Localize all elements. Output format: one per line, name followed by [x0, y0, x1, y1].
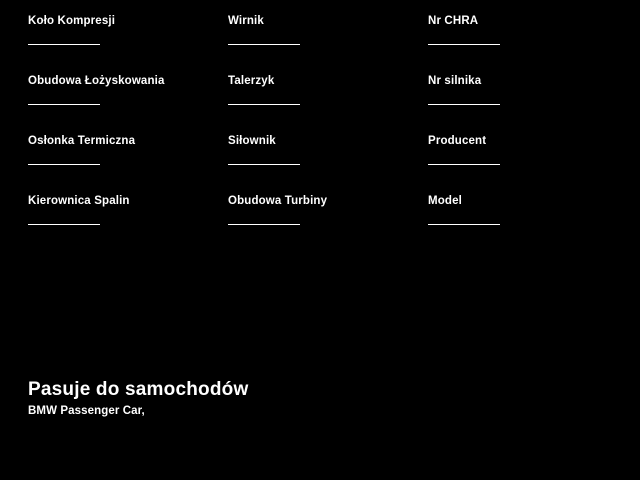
spec-item-wirnik	[228, 14, 428, 74]
spec-label: Siłownik	[228, 135, 276, 147]
fits-vehicles-title: Pasuje do samochodów	[28, 379, 249, 400]
spec-item-silownik	[228, 134, 428, 194]
spec-item-kierownica-spalin	[28, 194, 228, 254]
spec-item-nr-silnika	[428, 74, 608, 134]
spec-item-model	[428, 194, 608, 254]
spec-label: Osłonka Termiczna	[28, 135, 136, 147]
specification-grid	[28, 14, 608, 254]
spec-item-obudowa-turbiny	[228, 194, 428, 254]
spec-label: Obudowa Turbiny	[228, 195, 328, 207]
spec-underline	[228, 104, 300, 105]
spec-underline	[428, 104, 500, 105]
spec-label: Wirnik	[228, 15, 264, 27]
spec-underline	[28, 164, 100, 165]
spec-label: Nr CHRA	[428, 15, 479, 27]
spec-label: Obudowa Łożyskowania	[28, 75, 165, 87]
spec-label: Model	[428, 195, 462, 207]
spec-item-producent	[428, 134, 608, 194]
spec-item-obudowa-lozyskowania	[28, 74, 228, 134]
spec-label: Koło Kompresji	[28, 15, 116, 27]
spec-item-nr-chra	[428, 14, 608, 74]
spec-underline	[428, 224, 500, 225]
spec-underline	[228, 164, 300, 165]
spec-underline	[28, 224, 100, 225]
spec-item-talerzyk	[228, 74, 428, 134]
spec-item-oslonka-termiczna	[28, 134, 228, 194]
spec-label: Nr silnika	[428, 75, 482, 87]
spec-item-kolo-kompresji	[28, 14, 228, 74]
spec-underline	[228, 224, 300, 225]
spec-label: Kierownica Spalin	[28, 195, 130, 207]
spec-underline	[428, 164, 500, 165]
spec-label: Producent	[428, 135, 487, 147]
fits-vehicles-section	[28, 378, 608, 418]
fits-vehicles-subtitle: BMW Passenger Car,	[28, 405, 145, 417]
spec-underline	[428, 44, 500, 45]
spec-underline	[228, 44, 300, 45]
spec-underline	[28, 44, 100, 45]
spec-underline	[28, 104, 100, 105]
spec-label: Talerzyk	[228, 75, 275, 87]
